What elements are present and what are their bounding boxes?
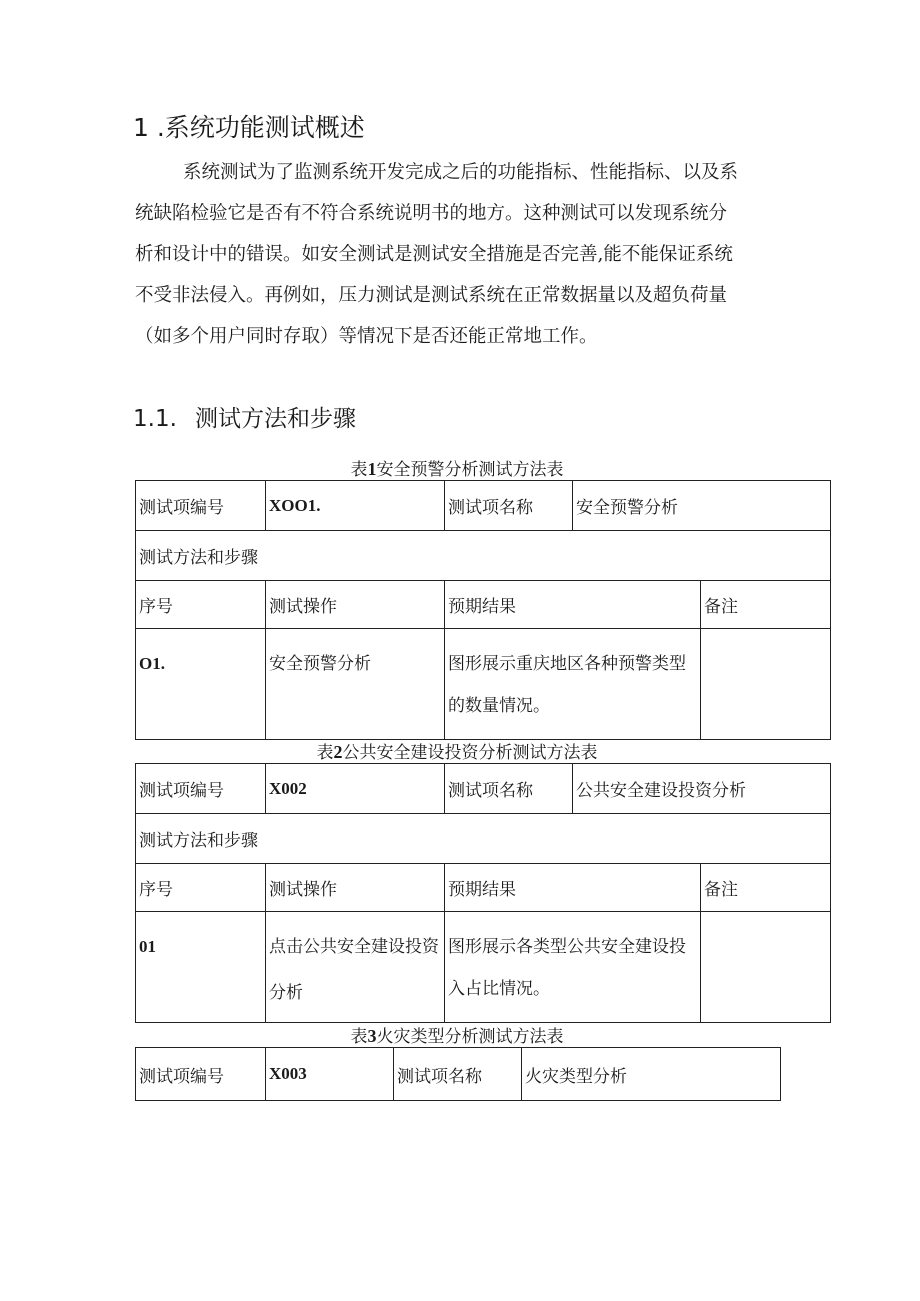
- subsection-heading: [133, 400, 356, 433]
- name-value: 公共安全建设投资分析: [573, 764, 831, 814]
- row-expected: 图形展示各类型公共安全建设投入占比情况。: [445, 912, 701, 1023]
- subsection-number: 1.1.: [133, 406, 177, 432]
- row-seq: 01: [136, 912, 266, 1023]
- header-operation: 测试操作: [266, 581, 445, 629]
- table-2: [135, 763, 831, 1023]
- table-2-caption: 表2公共安全建设投资分析测试方法表: [316, 742, 598, 763]
- id-value: X003: [266, 1048, 394, 1101]
- header-expected: 预期结果: [445, 581, 701, 629]
- name-label: 测试项名称: [394, 1048, 522, 1101]
- header-seq: 序号: [136, 864, 266, 912]
- row-note: [701, 912, 831, 1023]
- row-expected: 图形展示重庆地区各种预警类型的数量情况。: [445, 629, 701, 740]
- header-seq: 序号: [136, 581, 266, 629]
- name-value: 火灾类型分析: [522, 1048, 781, 1101]
- paragraph-line: 析和设计中的错误。如安全测试是测试安全措施是否完善,能不能保证系统: [135, 244, 733, 265]
- paragraph-line: 系统测试为了监测系统开发完成之后的功能指标、性能指标、以及系: [183, 162, 739, 183]
- id-label: 测试项编号: [136, 1048, 266, 1101]
- section-paragraph: [135, 152, 785, 357]
- paragraph-line: 统缺陷检验它是否有不符合系统说明书的地方。这种测试可以发现系统分: [135, 203, 728, 224]
- header-note: 备注: [701, 581, 831, 629]
- table-3: [135, 1047, 781, 1101]
- id-value: XOO1.: [266, 481, 445, 531]
- id-label: 测试项编号: [136, 481, 266, 531]
- id-label: 测试项编号: [136, 764, 266, 814]
- method-label: 测试方法和步骤: [136, 531, 831, 581]
- subsection-title: 测试方法和步骤: [195, 406, 356, 432]
- table-1: [135, 480, 831, 740]
- header-expected: 预期结果: [445, 864, 701, 912]
- section-title: 1 .系统功能测试概述: [133, 113, 365, 142]
- paragraph-line: （如多个用户同时存取）等情况下是否还能正常地工作。: [135, 326, 598, 347]
- method-label: 测试方法和步骤: [136, 814, 831, 864]
- paragraph-line: 不受非法侵入。再例如，压力测试是测试系统在正常数据量以及超负荷量: [135, 285, 728, 306]
- table-1-caption: 表1安全预警分析测试方法表: [350, 459, 564, 480]
- row-seq: O1.: [136, 629, 266, 740]
- row-note: [701, 629, 831, 740]
- name-label: 测试项名称: [445, 764, 573, 814]
- header-note: 备注: [701, 864, 831, 912]
- row-operation: 安全预警分析: [266, 629, 445, 740]
- row-operation: 点击公共安全建设投资分析: [266, 912, 445, 1023]
- name-value: 安全预警分析: [573, 481, 831, 531]
- name-label: 测试项名称: [445, 481, 573, 531]
- header-operation: 测试操作: [266, 864, 445, 912]
- id-value: X002: [266, 764, 445, 814]
- table-3-caption: 表3火灾类型分析测试方法表: [350, 1026, 564, 1047]
